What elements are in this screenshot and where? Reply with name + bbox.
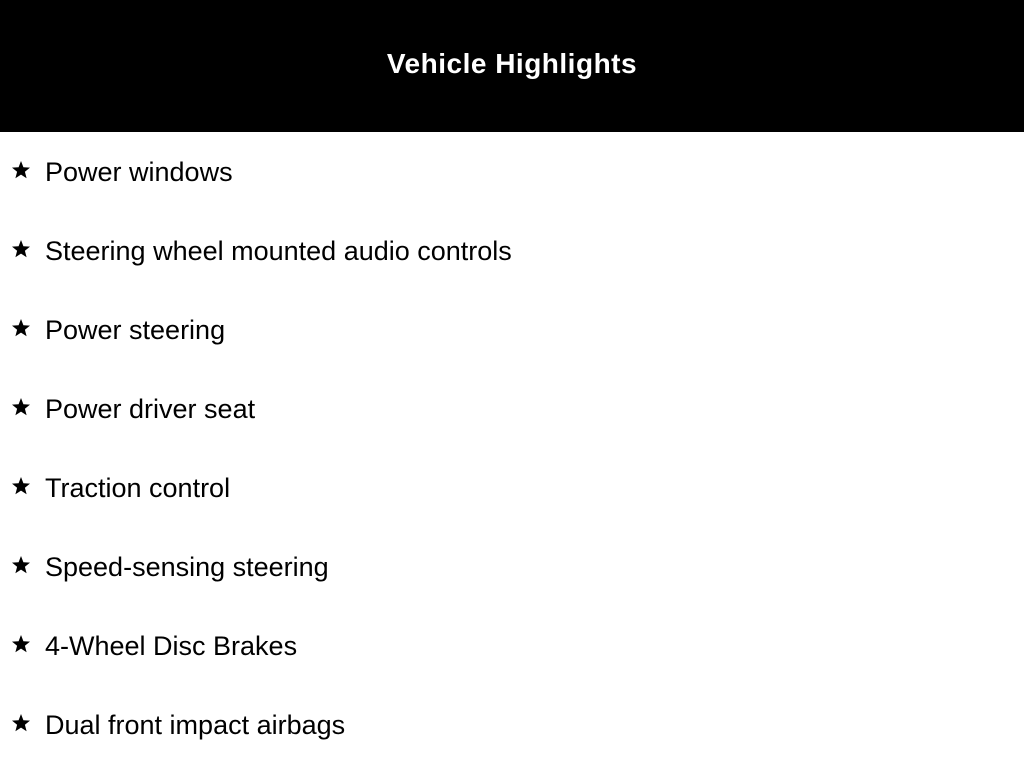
star-icon (11, 476, 31, 496)
star-icon (11, 397, 31, 417)
feature-label: Speed-sensing steering (45, 552, 329, 582)
feature-label: Power steering (45, 315, 226, 345)
star-icon (11, 318, 31, 338)
list-item (0, 606, 1024, 685)
list-item (0, 527, 1024, 606)
feature-label: Power windows (45, 157, 233, 187)
feature-label: 4-Wheel Disc Brakes (45, 631, 298, 661)
list-item (0, 132, 1024, 211)
page-title: Vehicle Highlights (386, 48, 638, 79)
feature-label: Power driver seat (45, 394, 256, 424)
star-icon (11, 555, 31, 575)
list-item (0, 685, 1024, 764)
feature-label: Steering wheel mounted audio controls (45, 236, 512, 266)
star-icon (11, 239, 31, 259)
header-bar (0, 0, 1024, 132)
star-icon (11, 713, 31, 733)
feature-label: Dual front impact airbags (45, 710, 346, 740)
list-item (0, 369, 1024, 448)
feature-list (0, 132, 1024, 764)
star-icon (11, 634, 31, 654)
list-item (0, 448, 1024, 527)
list-item (0, 211, 1024, 290)
star-icon (11, 160, 31, 180)
list-item (0, 290, 1024, 369)
feature-label: Traction control (45, 473, 231, 503)
